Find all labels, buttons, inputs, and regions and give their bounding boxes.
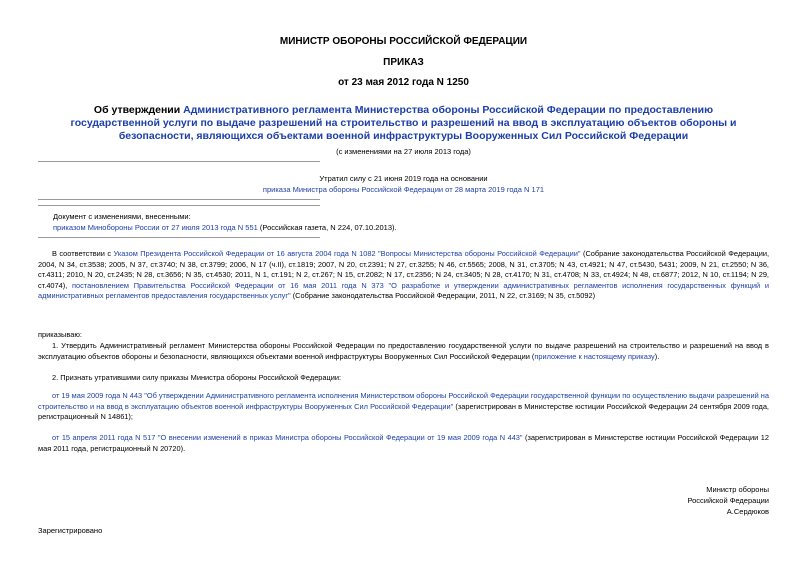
- divider: [38, 205, 320, 206]
- changes-label: Документ с изменениями, внесенными:: [53, 212, 191, 221]
- changes-suffix: (Российская газета, N 224, 07.10.2013).: [257, 223, 397, 232]
- expired-note: Утратил силу с 21 июня 2019 года на основании: [319, 174, 488, 183]
- basis-paragraph: [38, 249, 769, 302]
- government-resolution-link[interactable]: постановлением Правительства Российской Федерации от 16 мая 2011 года N 373 "О разработке и утверждении административных регламентов исполнения государственных функций и административных регламентов предоставления государственных услуг": [38, 280, 769, 301]
- repealed-order-1: [38, 391, 769, 423]
- item-1-end: ).: [654, 351, 660, 361]
- signature-name: А.Сердюков: [726, 507, 769, 516]
- doc-date: от 23 мая 2012 года N 1250: [338, 77, 469, 88]
- signature-org: Российской Федерации: [687, 496, 769, 505]
- registered-label: Зарегистрировано: [38, 526, 103, 535]
- expired-basis-link[interactable]: приказа Министра обороны Российской Федерации от 28 марта 2019 года N 171: [262, 185, 545, 194]
- amendments-note: (с изменениями на 27 июля 2013 года): [336, 147, 471, 156]
- repealed-order-2-text: (зарегистрирован в Министерстве юстиции Российской Федерации 12 мая 2011 года, регистрационный N 20720).: [38, 433, 769, 453]
- changes-order-link[interactable]: приказом Минобороны России от 27 июля 2013 года N 551: [53, 223, 258, 232]
- divider: [38, 237, 320, 238]
- divider: [38, 199, 320, 200]
- basis-text1: (Собрание законодательства Российской Федерации, 2004, N 34, ст.3538; 2005, N 37, ст.3740; N 38, ст.3799; 2006, N 17 (ч.II), ст.1819; 2007, N 20, ст.2391; N 27, ст.3255; N 46, ст.5565; 2008, N 31, ст.3705; N 43, ст.4921; N 47, ст.5430, 5431; 2009, N 21, ст.2550; N 36, ст.4311; 2010, N 20, ст.2435; N 28, ст.3656; N 35, ст.4530; 2011, N 1, ст.191; N 2, ст.267; N 15, ст.2082; N 17, ст.2356; N 24, ст.3405; N 28, ст.4170; N 31, ст.4708; N 33, ст.4924; N 48, ст.6877; 2012, N 10, ст.1194; N 29, ст.4074),: [38, 249, 770, 290]
- title-regulation-link[interactable]: Административного регламента Министерства обороны Российской Федерации по предоставлению государственной услуги по выдаче разрешений на строительство и разрешений на ввод в эксплуатацию объектов обороны и безопасности, являющихся объектами военной инфраструктуры Вооруженных Сил Российской Федерации: [70, 104, 737, 142]
- doc-type: ПРИКАЗ: [383, 57, 424, 68]
- basis-prefix: В соответствии с: [52, 249, 114, 258]
- item-1-paragraph: [38, 341, 769, 362]
- document-title: [50, 104, 757, 143]
- repealed-order-2-link[interactable]: от 15 апреля 2011 года N 517 "О внесении изменений в приказ Министра обороны Российской Федерации от 19 мая 2009 года N 443": [52, 433, 523, 442]
- repealed-order-1-link[interactable]: от 19 мая 2009 года N 443 "Об утверждении Административного регламента исполнения Министерством обороны Российской Федерации государственной функции по осуществлению выдачи разрешений на строительство и на ввод в эксплуатацию объектов военной инфраструктуры Вооруженных Сил Российской Федерации": [38, 391, 769, 411]
- repealed-order-2: [38, 433, 769, 454]
- changes-line: [53, 222, 433, 233]
- repealed-order-1-text: (зарегистрирован в Министерстве юстиции Российской Федерации 24 сентября 2009 года, регистрационный N 14861);: [38, 401, 769, 422]
- item-1-text: 1. Утвердить Административный регламент Министерства обороны Российской Федерации по предоставлению государственной услуги по выдаче разрешений на строительство и разрешений на ввод в эксплуатацию объектов обороны и безопасности, являющихся объектами военной инфраструктуры Вооруженных Сил Российской Федерации (: [38, 341, 769, 361]
- divider: [38, 161, 320, 162]
- appendix-link[interactable]: приложение к настоящему приказу: [534, 351, 655, 361]
- title-prefix: Об утверждении: [93, 104, 184, 116]
- basis-text2: (Собрание законодательства Российской Федерации, 2011, N 22, ст.3169; N 35, ст.5092): [290, 291, 596, 301]
- presidential-decree-link[interactable]: Указом Президента Российской Федерации от 16 августа 2004 года N 1082 "Вопросы Министерства обороны Российской Федерации": [113, 249, 581, 258]
- signature-title: Министр обороны: [706, 485, 769, 494]
- order-word: приказываю:: [38, 330, 82, 339]
- item-2-paragraph: 2. Признать утратившими силу приказы Министра обороны Российской Федерации:: [52, 373, 342, 382]
- ministry-heading: МИНИСТР ОБОРОНЫ РОССИЙСКОЙ ФЕДЕРАЦИИ: [279, 36, 528, 47]
